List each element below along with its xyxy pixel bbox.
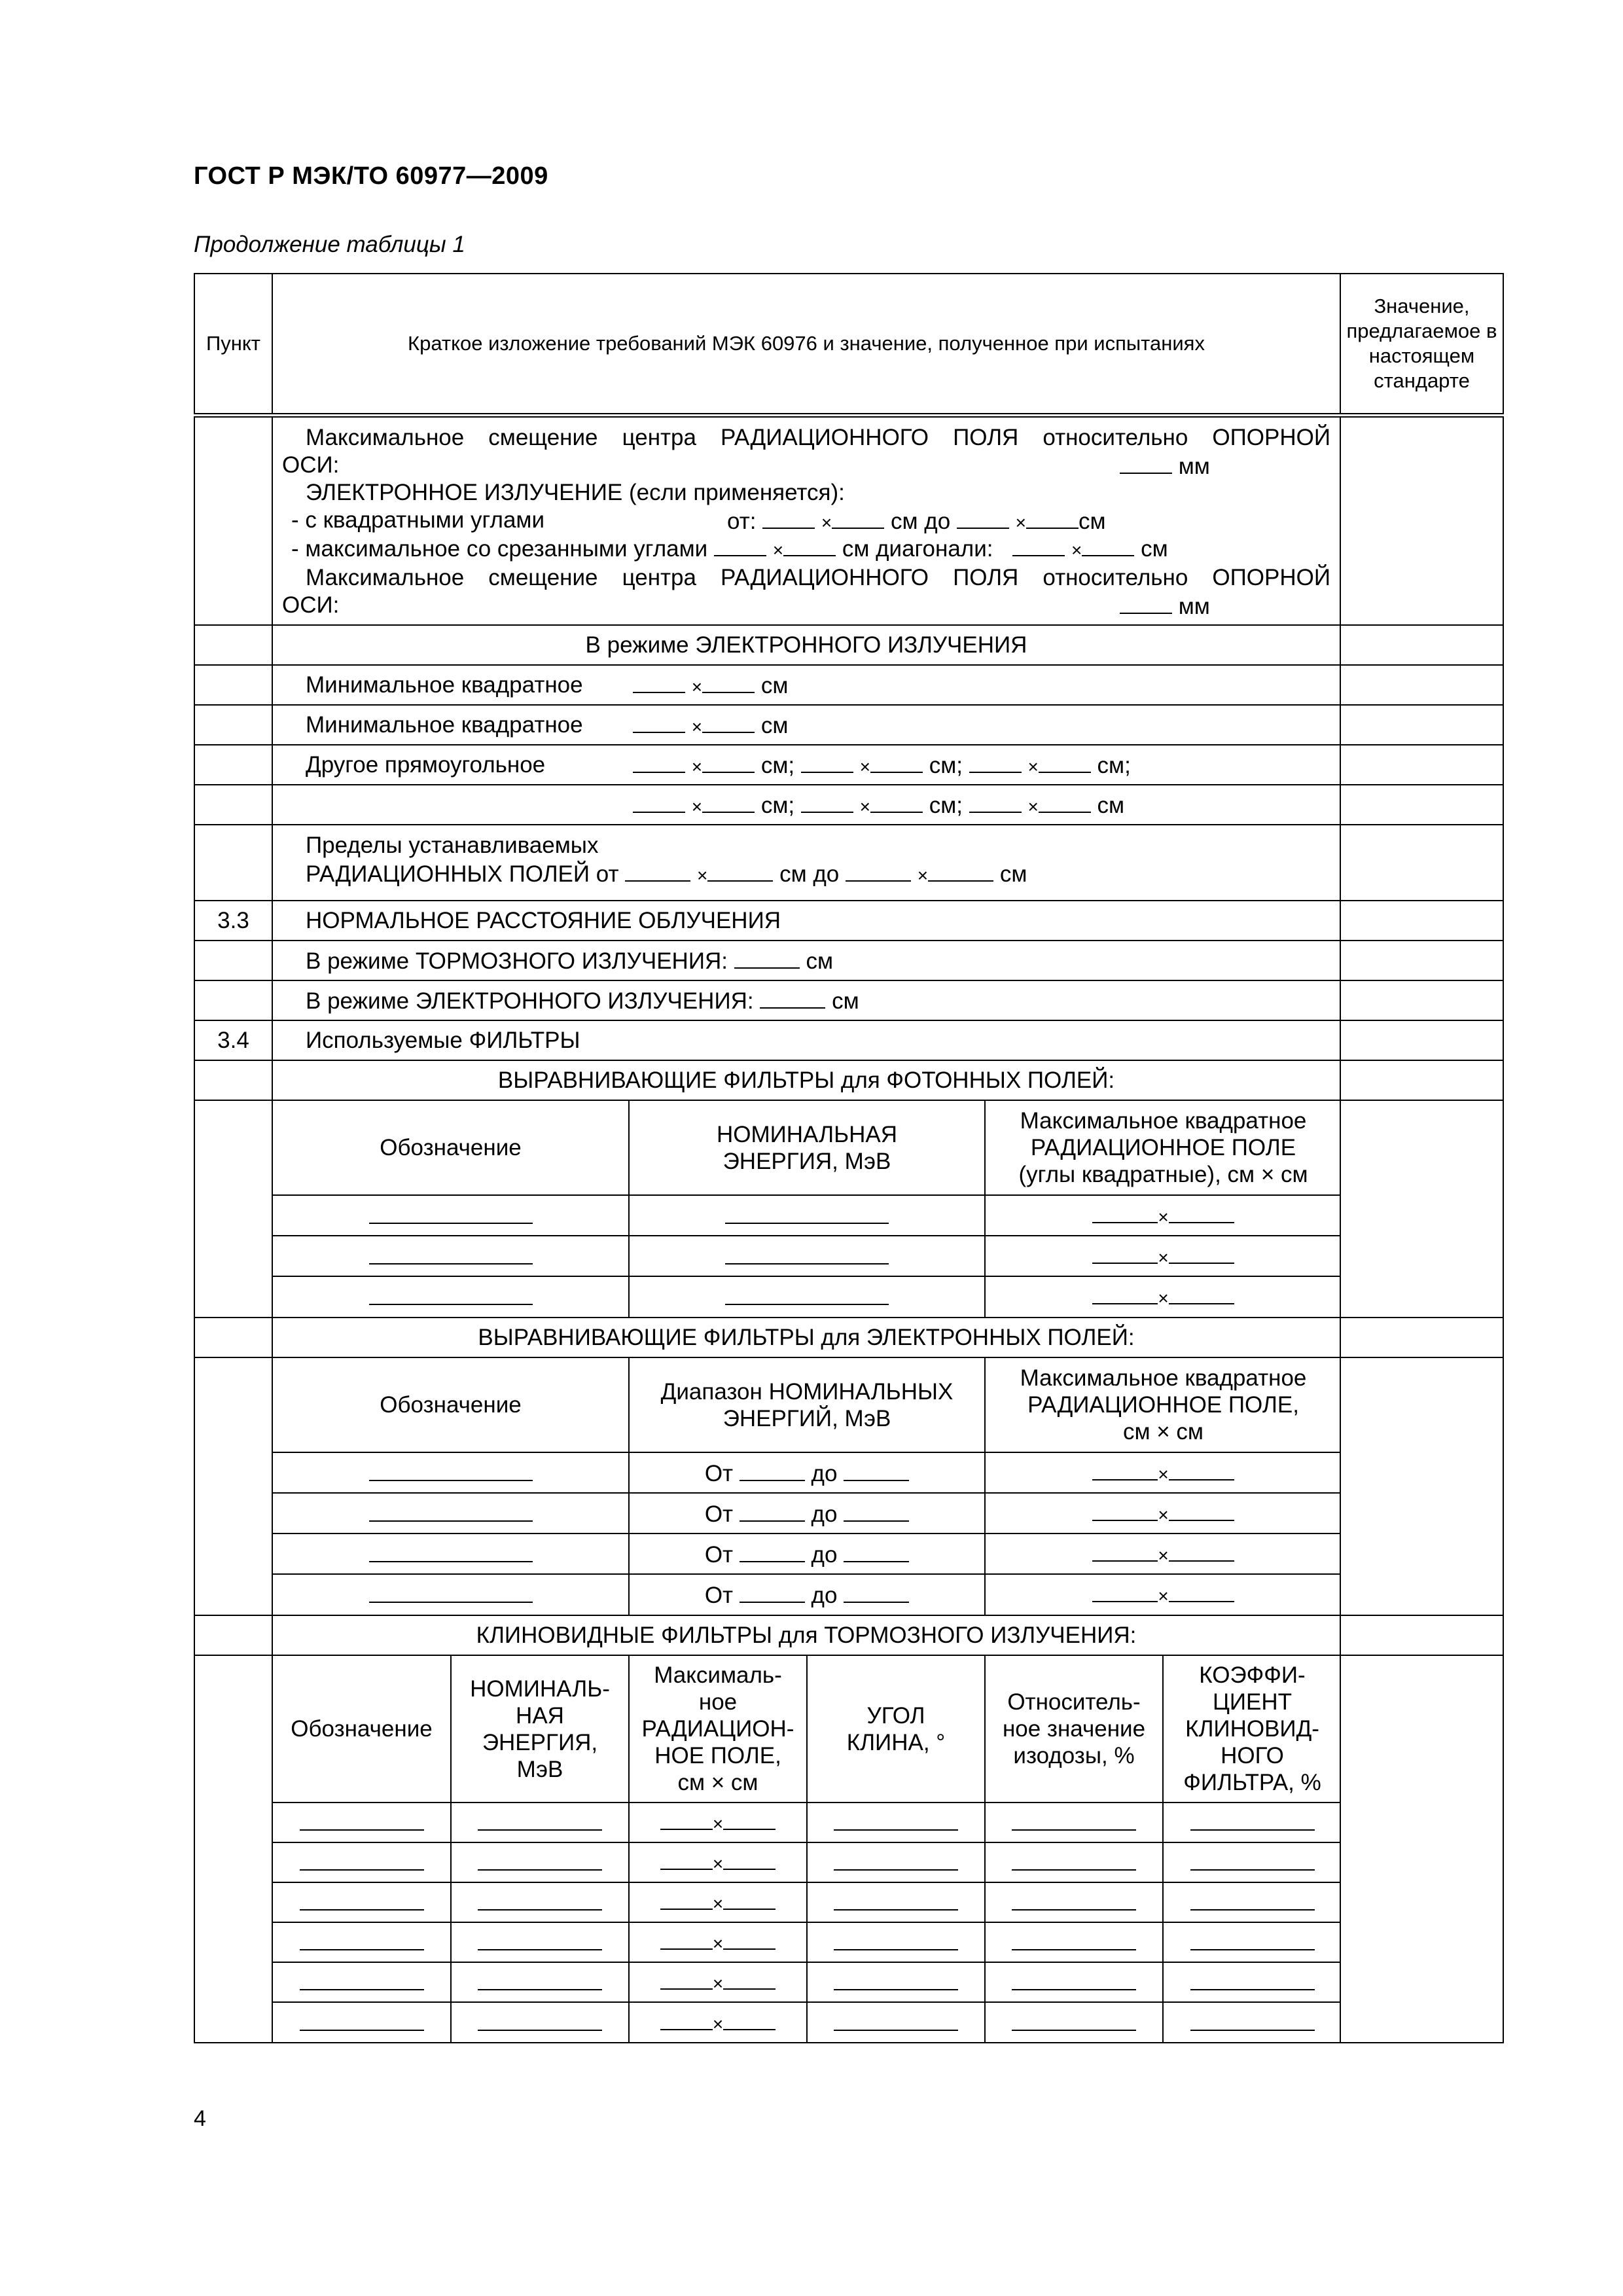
col-field: (углы квадратные), см × см xyxy=(1018,1162,1308,1187)
field[interactable] xyxy=(1169,1580,1234,1602)
field[interactable] xyxy=(844,1581,909,1603)
cm-label: см; xyxy=(929,793,963,818)
field[interactable] xyxy=(1169,1242,1234,1264)
col-field: см × см xyxy=(677,1770,758,1795)
table-row xyxy=(273,1962,1341,2002)
field[interactable] xyxy=(369,1459,533,1481)
col-wedge-factor: ЦИЕНТ xyxy=(1212,1689,1293,1715)
table-row xyxy=(273,1534,1341,1574)
col-wedge-angle: КЛИНА, ° xyxy=(846,1729,946,1755)
field[interactable] xyxy=(633,791,685,813)
offset-line-1: Максимальное смещение центра РАДИАЦИОННОГО ПОЛЯ относительно ОПОРНОЙ xyxy=(306,425,1330,450)
from-label: От xyxy=(704,1460,734,1486)
offset-value-2[interactable] xyxy=(1120,592,1172,614)
col-designation: Обозначение xyxy=(273,1358,629,1452)
field[interactable] xyxy=(1012,1848,1136,1871)
item-number: 3.4 xyxy=(194,1020,272,1060)
table-row xyxy=(273,1452,1341,1493)
cm-label: см; xyxy=(1097,753,1131,778)
col-field: Максимальное квадратное xyxy=(1020,1365,1307,1391)
times-sign: × xyxy=(696,865,708,886)
wedge-filters-table-row xyxy=(194,1655,1503,2043)
offset-axis-label-2: ОСИ: xyxy=(282,592,340,618)
field[interactable] xyxy=(478,1848,602,1871)
table-row xyxy=(273,1493,1341,1534)
col-isodose: ное значение xyxy=(1002,1716,1146,1742)
field[interactable] xyxy=(1092,1242,1158,1264)
field[interactable] xyxy=(834,2009,958,2031)
col-energy: НОМИНАЛЬНАЯ xyxy=(716,1121,898,1147)
times-sign: × xyxy=(1158,1545,1169,1566)
field[interactable] xyxy=(707,859,773,882)
table-row xyxy=(273,1922,1341,1962)
times-sign: × xyxy=(1158,1463,1169,1484)
field[interactable] xyxy=(300,2009,424,2031)
field[interactable] xyxy=(478,1968,602,1990)
electron-filters-title: ВЫРАВНИВАЮЩИЕ ФИЛЬТРЫ для ЭЛЕКТРОННЫХ ПОЛЕЙ: xyxy=(272,1318,1340,1357)
field[interactable] xyxy=(1169,1539,1234,1562)
col-designation: Обозначение xyxy=(273,1656,451,1803)
field[interactable] xyxy=(740,1499,805,1522)
field[interactable] xyxy=(1012,2009,1136,2031)
offset-value-1[interactable] xyxy=(1120,452,1172,474)
col-wedge-factor: КЛИНОВИД- xyxy=(1185,1716,1319,1742)
times-sign: × xyxy=(712,1973,724,1994)
times-sign: × xyxy=(1158,1504,1169,1525)
table-row xyxy=(273,1195,1341,1236)
col-field: РАДИАЦИОННОЕ ПОЛЕ xyxy=(1030,1135,1296,1160)
table-row xyxy=(273,1803,1341,1842)
brems-mode-label: В режиме ТОРМОЗНОГО ИЗЛУЧЕНИЯ: xyxy=(306,948,728,974)
field[interactable] xyxy=(300,1968,424,1990)
field[interactable] xyxy=(1169,1458,1234,1480)
table-row xyxy=(273,2002,1341,2042)
field[interactable] xyxy=(1092,1499,1158,1521)
col-energy: ЭНЕРГИЯ, xyxy=(482,1729,598,1755)
table-row-offset xyxy=(194,416,1503,626)
col-wedge-factor: ФИЛЬТРА, % xyxy=(1183,1770,1321,1795)
min-square-label: Минимальное квадратное xyxy=(306,672,583,698)
field[interactable] xyxy=(734,946,800,969)
times-sign: × xyxy=(1015,512,1027,533)
offset-axis-label: ОСИ: xyxy=(282,452,340,478)
field[interactable] xyxy=(660,1848,713,1870)
field[interactable] xyxy=(740,1581,805,1603)
times-sign: × xyxy=(1158,1247,1169,1268)
table-row xyxy=(194,901,1503,941)
field[interactable] xyxy=(478,1928,602,1950)
col-energy-range: ЭНЕРГИЙ, МэВ xyxy=(722,1405,891,1431)
field[interactable] xyxy=(1039,751,1091,773)
field[interactable] xyxy=(1012,1808,1136,1831)
times-sign: × xyxy=(859,757,870,777)
table-row xyxy=(194,1060,1503,1100)
to-label: до xyxy=(811,1501,838,1527)
field-7[interactable] xyxy=(1012,534,1065,556)
col-field: ное xyxy=(698,1689,738,1715)
electron-filters-table xyxy=(273,1358,1341,1615)
field[interactable] xyxy=(369,1540,533,1562)
header-proposed-value: Значение, предлагаемое в настоящем стандарте xyxy=(1340,274,1503,416)
field[interactable] xyxy=(725,1283,889,1305)
electron-mode-heading: В режиме ЭЛЕКТРОННОГО ИЗЛУЧЕНИЯ xyxy=(272,625,1340,665)
col-energy: ЭНЕРГИЯ, МэВ xyxy=(722,1148,891,1174)
col-field: Максимальное квадратное xyxy=(1020,1108,1307,1134)
field[interactable] xyxy=(478,1808,602,1831)
field[interactable] xyxy=(723,1928,776,1950)
table-row xyxy=(273,1276,1341,1317)
field[interactable] xyxy=(844,1459,909,1481)
field[interactable] xyxy=(300,1848,424,1871)
field[interactable] xyxy=(300,1928,424,1950)
limits-label-1: Пределы устанавливаемых xyxy=(306,833,599,858)
field[interactable] xyxy=(1092,1201,1158,1223)
col-energy-range: Диапазон НОМИНАЛЬНЫХ xyxy=(660,1378,954,1405)
field[interactable] xyxy=(1012,1968,1136,1990)
field[interactable] xyxy=(1169,1201,1234,1223)
times-sign: × xyxy=(691,757,703,777)
field-4[interactable] xyxy=(1026,507,1079,529)
wedge-filters-table xyxy=(273,1656,1341,2042)
from-label: От xyxy=(704,1583,734,1608)
times-sign: × xyxy=(712,1933,724,1954)
field-8[interactable] xyxy=(1082,534,1134,556)
from-label: от: xyxy=(727,509,757,534)
field[interactable] xyxy=(725,1202,889,1224)
times-sign: × xyxy=(1158,1586,1169,1606)
times-sign: × xyxy=(691,717,703,737)
cm-label: см xyxy=(760,673,789,698)
field[interactable] xyxy=(870,791,923,813)
field-3[interactable] xyxy=(957,507,1009,529)
field[interactable] xyxy=(478,1888,602,1910)
field[interactable] xyxy=(723,1848,776,1870)
field[interactable] xyxy=(846,859,911,882)
field[interactable] xyxy=(660,1928,713,1950)
square-corners-label: - с квадратными углами xyxy=(291,507,545,533)
field[interactable] xyxy=(369,1283,533,1305)
field[interactable] xyxy=(369,1499,533,1522)
unit-mm: мм xyxy=(1178,594,1210,619)
times-sign: × xyxy=(712,1854,724,1874)
wedge-filters-title: КЛИНОВИДНЫЕ ФИЛЬТРЫ для ТОРМОЗНОГО ИЗЛУЧЕНИЯ: xyxy=(272,1615,1340,1655)
col-energy: МэВ xyxy=(516,1756,563,1782)
header-item: Пункт xyxy=(194,274,272,416)
field[interactable] xyxy=(725,1242,889,1265)
cm-label: см xyxy=(1141,536,1168,562)
col-field: РАДИАЦИОН- xyxy=(641,1716,794,1742)
electron-mode-label: В режиме ЭЛЕКТРОННОГО ИЗЛУЧЕНИЯ: xyxy=(306,988,754,1014)
times-sign: × xyxy=(772,540,784,560)
field[interactable] xyxy=(369,1242,533,1265)
field[interactable] xyxy=(834,1888,958,1910)
field[interactable] xyxy=(723,1967,776,1990)
field[interactable] xyxy=(702,671,755,693)
table-row xyxy=(194,665,1503,705)
field[interactable] xyxy=(1169,1499,1234,1521)
filters-label: Используемые ФИЛЬТРЫ xyxy=(272,1020,1340,1060)
field[interactable] xyxy=(801,751,853,773)
field[interactable] xyxy=(660,1888,713,1910)
field[interactable] xyxy=(1092,1458,1158,1480)
electron-filters-table-row xyxy=(194,1357,1503,1615)
field-5[interactable] xyxy=(714,534,766,556)
requirements-table xyxy=(194,273,1504,2043)
table-row xyxy=(194,1318,1503,1357)
field[interactable] xyxy=(1012,1888,1136,1910)
field[interactable] xyxy=(928,859,993,882)
field[interactable] xyxy=(969,791,1022,813)
table-row xyxy=(194,825,1503,901)
field[interactable] xyxy=(1012,1928,1136,1950)
to-label: до xyxy=(811,1583,838,1608)
field[interactable] xyxy=(834,1928,958,1950)
header-requirements: Краткое изложение требований МЭК 60976 и значение, полученное при испытаниях xyxy=(272,274,1340,416)
field[interactable] xyxy=(702,751,755,773)
times-sign: × xyxy=(1071,540,1082,560)
field[interactable] xyxy=(1190,1888,1315,1910)
field[interactable] xyxy=(723,1808,776,1830)
times-sign: × xyxy=(1027,797,1039,817)
field-2[interactable] xyxy=(832,507,884,529)
field[interactable] xyxy=(702,711,755,733)
times-sign: × xyxy=(1027,757,1039,777)
limits-label-2: РАДИАЦИОННЫХ ПОЛЕЙ от xyxy=(306,861,619,887)
cm-label: см xyxy=(999,861,1027,887)
field[interactable] xyxy=(1092,1580,1158,1602)
table-row xyxy=(194,1615,1503,1655)
table-row xyxy=(194,980,1503,1020)
table-row xyxy=(273,1574,1341,1615)
photon-filters-table xyxy=(273,1101,1341,1317)
times-sign: × xyxy=(691,677,703,697)
table-row xyxy=(194,705,1503,745)
electron-radiation-line: ЭЛЕКТРОННОЕ ИЗЛУЧЕНИЕ (если применяется): xyxy=(306,480,845,505)
table-header-row xyxy=(194,274,1503,416)
from-label: От xyxy=(704,1541,734,1568)
col-wedge-factor: НОГО xyxy=(1221,1743,1284,1768)
unit-mm: мм xyxy=(1178,454,1210,479)
col-wedge-angle: УГОЛ xyxy=(866,1702,925,1729)
table-row xyxy=(194,1020,1503,1060)
field[interactable] xyxy=(1190,1968,1315,1990)
col-field: см × см xyxy=(1122,1419,1204,1444)
from-label: От xyxy=(704,1501,734,1527)
cut-corners-label: - максимальное со срезанными углами xyxy=(291,536,708,562)
field[interactable] xyxy=(369,1202,533,1224)
cm-diagonal-label: см диагонали: xyxy=(842,536,993,562)
cm-label: см; xyxy=(929,753,963,778)
field[interactable] xyxy=(633,751,685,773)
field[interactable] xyxy=(801,791,853,813)
col-field: РАДИАЦИОННОЕ ПОЛЕ, xyxy=(1027,1392,1299,1418)
cm-label: см; xyxy=(760,753,795,778)
item-number: 3.3 xyxy=(194,901,272,941)
min-square-label: Минимальное квадратное xyxy=(306,711,583,738)
cm-label: см xyxy=(806,948,834,974)
field[interactable] xyxy=(1190,1808,1315,1831)
field[interactable] xyxy=(834,1808,958,1831)
times-sign: × xyxy=(1158,1288,1169,1308)
field[interactable] xyxy=(870,751,923,773)
field[interactable] xyxy=(844,1540,909,1562)
table-row xyxy=(273,1842,1341,1882)
table-caption: Продолжение таблицы 1 xyxy=(194,232,465,257)
field[interactable] xyxy=(1190,2009,1315,2031)
to-label: до xyxy=(811,1460,838,1486)
times-sign: × xyxy=(917,865,929,886)
photon-filters-table-row xyxy=(194,1100,1503,1318)
field[interactable] xyxy=(660,1967,713,1990)
table-row xyxy=(273,1236,1341,1276)
field[interactable] xyxy=(723,1888,776,1910)
field[interactable] xyxy=(740,1540,805,1562)
col-designation: Обозначение xyxy=(273,1101,629,1195)
field[interactable] xyxy=(300,1888,424,1910)
col-field: НОЕ ПОЛЕ, xyxy=(654,1743,781,1768)
field[interactable] xyxy=(1169,1282,1234,1304)
times-sign: × xyxy=(712,1814,724,1834)
times-sign: × xyxy=(712,2013,724,2034)
cm-label: см xyxy=(832,988,859,1014)
field[interactable] xyxy=(844,1499,909,1522)
times-sign: × xyxy=(859,797,870,817)
cm-label: см xyxy=(1097,793,1125,818)
times-sign: × xyxy=(691,797,703,817)
field[interactable] xyxy=(625,859,690,882)
field[interactable] xyxy=(1092,1539,1158,1562)
times-sign: × xyxy=(821,512,832,533)
field[interactable] xyxy=(723,2008,776,2030)
field[interactable] xyxy=(1092,1282,1158,1304)
field-6[interactable] xyxy=(783,534,836,556)
times-sign: × xyxy=(712,1893,724,1914)
col-energy: НАЯ xyxy=(516,1702,564,1729)
field[interactable] xyxy=(660,1808,713,1830)
field[interactable] xyxy=(740,1459,805,1481)
field[interactable] xyxy=(1039,791,1091,813)
table-row xyxy=(194,941,1503,980)
normal-distance-label: НОРМАЛЬНОЕ РАССТОЯНИЕ ОБЛУЧЕНИЯ xyxy=(272,901,1340,941)
field[interactable] xyxy=(1190,1848,1315,1871)
col-energy: НОМИНАЛЬ- xyxy=(470,1676,610,1702)
field[interactable] xyxy=(834,1848,958,1871)
page-number: 4 xyxy=(194,2106,206,2131)
cm-to-label: см до xyxy=(779,861,840,887)
table-row xyxy=(194,785,1503,825)
times-sign: × xyxy=(1158,1206,1169,1227)
col-wedge-factor: КОЭФФИ- xyxy=(1199,1662,1306,1688)
table-row xyxy=(273,1882,1341,1922)
field[interactable] xyxy=(969,751,1022,773)
cm-label: см; xyxy=(760,793,795,818)
table-row xyxy=(194,745,1503,785)
col-field: Максималь- xyxy=(654,1662,782,1688)
table-row xyxy=(194,625,1503,665)
field[interactable] xyxy=(834,1968,958,1990)
offset-line-2: Максимальное смещение центра РАДИАЦИОННОГО ПОЛЯ относительно ОПОРНОЙ xyxy=(306,565,1330,590)
field[interactable] xyxy=(660,2008,713,2030)
field-1[interactable] xyxy=(762,507,815,529)
to-label: до xyxy=(811,1541,838,1568)
field[interactable] xyxy=(702,791,755,813)
field[interactable] xyxy=(633,671,685,693)
field[interactable] xyxy=(369,1581,533,1603)
cm-label: см xyxy=(1079,509,1106,534)
col-isodose: Относитель- xyxy=(1007,1689,1141,1715)
field[interactable] xyxy=(478,2009,602,2031)
field[interactable] xyxy=(300,1808,424,1831)
field[interactable] xyxy=(1190,1928,1315,1950)
col-isodose: изодозы, % xyxy=(1013,1743,1135,1768)
cm-label: см xyxy=(760,713,789,738)
field[interactable] xyxy=(633,711,685,733)
photon-filters-title: ВЫРАВНИВАЮЩИЕ ФИЛЬТРЫ для ФОТОННЫХ ПОЛЕЙ: xyxy=(272,1060,1340,1100)
cm-to-label: см до xyxy=(891,509,951,534)
field[interactable] xyxy=(760,986,825,1009)
document-title: ГОСТ Р МЭК/ТО 60977—2009 xyxy=(194,162,548,190)
other-rect-label: Другое прямоугольное xyxy=(306,751,546,778)
